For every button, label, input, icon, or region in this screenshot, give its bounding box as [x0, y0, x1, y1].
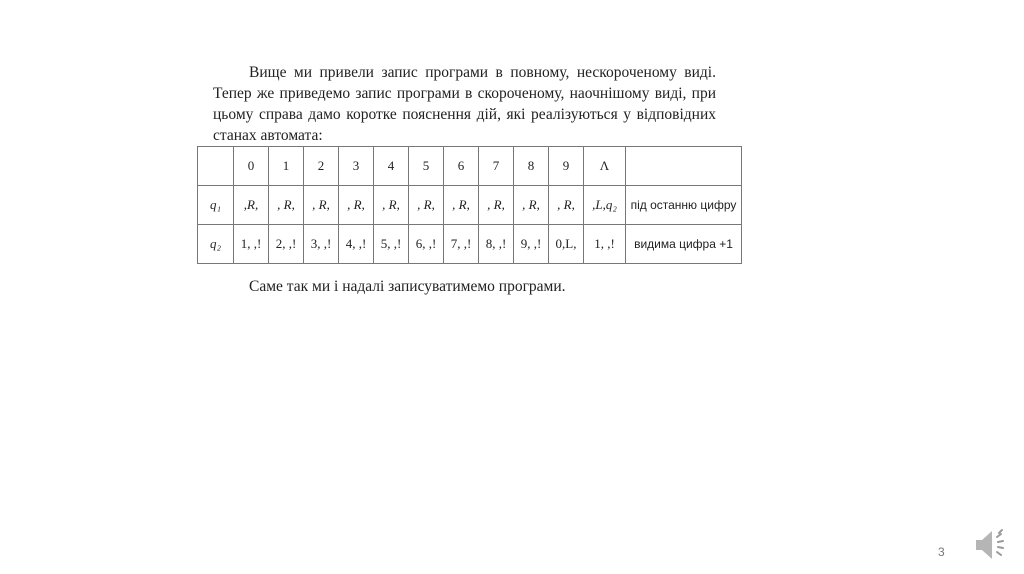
table-cell: , R,	[549, 186, 584, 225]
state-cell: q₂	[198, 225, 234, 264]
table-cell: 7, ,!	[444, 225, 479, 264]
header-cell: Λ	[584, 147, 626, 186]
program-table	[197, 146, 742, 264]
state-cell: q₁	[198, 186, 234, 225]
table-cell: 1, ,!	[234, 225, 269, 264]
table-cell: ,R,	[234, 186, 269, 225]
header-cell	[626, 147, 742, 186]
table-cell: , R,	[409, 186, 444, 225]
table-cell: , R,	[514, 186, 549, 225]
table-row	[198, 186, 742, 225]
table-cell: 0,L,	[549, 225, 584, 264]
table-cell: , R,	[444, 186, 479, 225]
note-cell: під останню цифру	[626, 186, 742, 225]
table-row	[198, 225, 742, 264]
header-cell: 1	[269, 147, 304, 186]
table-cell: 4, ,!	[339, 225, 374, 264]
page-number: 3	[938, 545, 945, 559]
table-cell: 9, ,!	[514, 225, 549, 264]
table-cell: 2, ,!	[269, 225, 304, 264]
table-cell: , R,	[374, 186, 409, 225]
table-cell: 6, ,!	[409, 225, 444, 264]
table-header-row	[198, 147, 742, 186]
speaker-icon[interactable]	[970, 525, 1014, 570]
note-cell: видима цифра +1	[626, 225, 742, 264]
header-cell: 2	[304, 147, 339, 186]
header-cell	[198, 147, 234, 186]
table-cell: ,L,q₂	[584, 186, 626, 225]
table-cell: 1, ,!	[584, 225, 626, 264]
table-cell: , R,	[304, 186, 339, 225]
header-cell: 0	[234, 147, 269, 186]
header-cell: 7	[479, 147, 514, 186]
header-cell: 6	[444, 147, 479, 186]
table-cell: 5, ,!	[374, 225, 409, 264]
table-cell: , R,	[479, 186, 514, 225]
intro-paragraph: Вище ми привели запис програми в повному, нескороченому виді. Тепер же приведемо запис програми в скороченому, наочнішому виді, при цьому справа дамо коротке пояснення дій, які реалізуються у відповідних станах автомата:	[213, 64, 716, 144]
header-cell: 4	[374, 147, 409, 186]
header-cell: 8	[514, 147, 549, 186]
table-cell: 3, ,!	[304, 225, 339, 264]
header-cell: 5	[409, 147, 444, 186]
table-cell: , R,	[269, 186, 304, 225]
table-cell: 8, ,!	[479, 225, 514, 264]
table-cell: , R,	[339, 186, 374, 225]
header-cell: 9	[549, 147, 584, 186]
header-cell: 3	[339, 147, 374, 186]
closing-text: Саме так ми і надалі записуватимемо програми.	[249, 278, 566, 295]
